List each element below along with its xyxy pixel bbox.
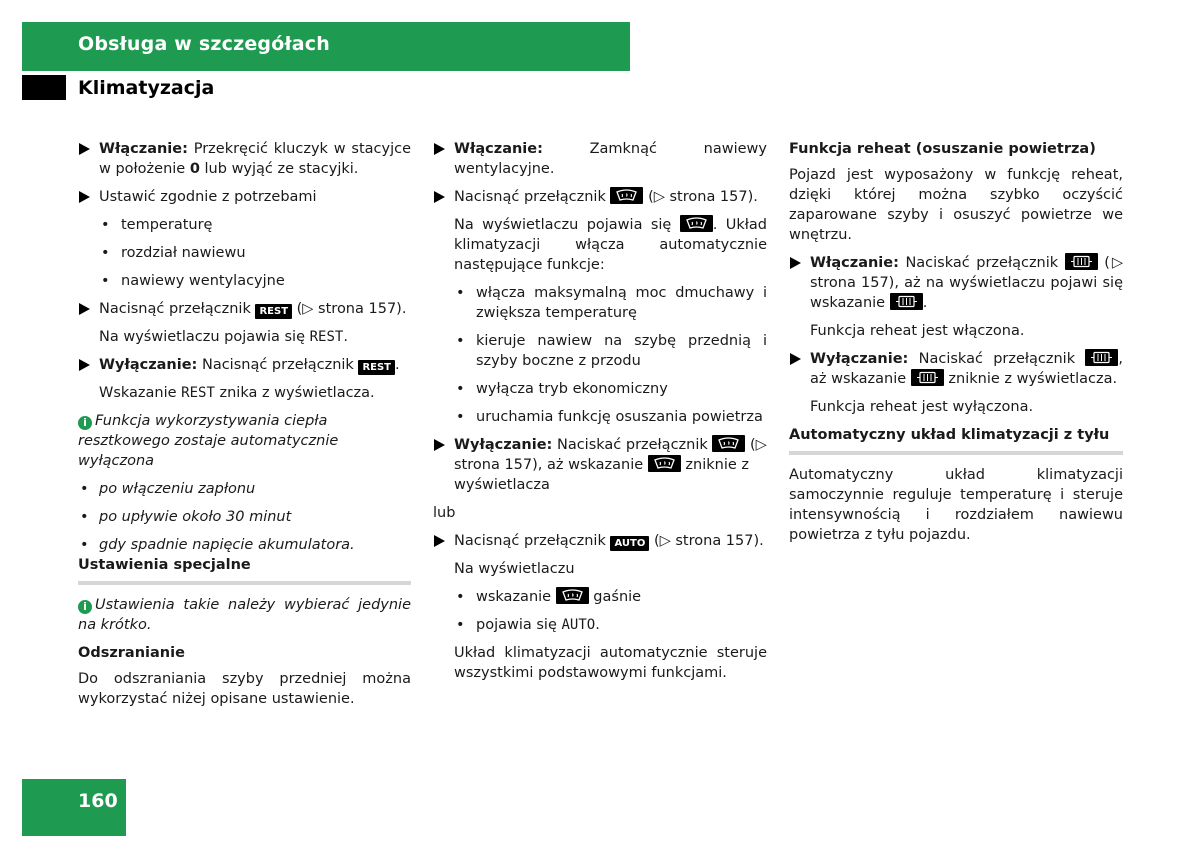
step-label: Włączanie:	[99, 141, 188, 157]
step-text: (▷ strona 157), aż na wyświetlaczu pojawi się wskazanie	[810, 255, 1123, 311]
note-text: znika z wyświetlacza.	[214, 385, 375, 401]
rest-key-icon: REST	[255, 304, 292, 319]
step-note: Funkcja reheat jest włączona.	[810, 323, 1025, 339]
subsection-title: Klimatyzacja	[78, 77, 215, 99]
paragraph: Automatyczny układ klimatyzacji samoczynnie reguluje temperaturę i steruje intensywnością i rozdziałem nawiewu powietrza z tyłu pojazdu.	[789, 467, 1123, 543]
list-item	[78, 507, 411, 527]
step-switch-off	[78, 355, 411, 375]
info-text: Funkcja wykorzystywania ciepła resztkowego zostaje automatycznie wyłączona	[78, 413, 339, 469]
section-heading-rear: Automatyczny układ klimatyzacji z tyłu	[789, 425, 1123, 455]
paragraph: Pojazd jest wyposażony w funkcję reheat, dzięki której można szybko oczyścić zaparowane szyby i osuszyć powietrze we wnętrzu.	[789, 167, 1123, 243]
info-icon: i	[78, 600, 92, 614]
step-switch-on	[789, 253, 1123, 313]
list-item-text: rozdział nawiewu	[121, 245, 246, 261]
bullet-icon: •	[101, 245, 110, 261]
display-text: REST	[181, 385, 215, 401]
info-note	[78, 411, 411, 471]
bullet-icon: •	[456, 617, 465, 633]
list-item	[433, 331, 767, 371]
step-text: (▷ strona 157).	[649, 533, 764, 549]
note-text: Wskazanie	[99, 385, 182, 401]
step-text: Naciskać przełącznik	[552, 437, 713, 453]
list-item	[433, 379, 767, 399]
list-item-text: .	[595, 617, 600, 633]
list-item-text: po włączeniu zapłonu	[99, 481, 256, 497]
list-item-text: gdy spadnie napięcie akumulatora.	[99, 537, 355, 553]
paragraph: Do odszraniania szyby przedniej można wykorzystać niżej opisane ustawienie.	[78, 671, 411, 707]
section-heading-reheat: Funkcja reheat (osuszanie powietrza)	[789, 141, 1096, 157]
step-note	[78, 383, 411, 403]
bullet-icon: •	[456, 333, 465, 349]
step-label: Wyłączanie:	[99, 357, 198, 373]
step-arrow-icon	[79, 303, 90, 315]
list-item	[433, 283, 767, 323]
step-auto	[433, 531, 767, 551]
step-text: zniknie z wyświetlacza.	[943, 371, 1118, 387]
reheat-icon	[911, 369, 944, 386]
info-text: Ustawienia takie należy wybierać jedynie na krótko.	[78, 597, 411, 633]
list-item	[78, 271, 411, 291]
list-item-text: wskazanie	[476, 589, 556, 605]
step-text: zniknie z wyświetlacza	[454, 457, 749, 493]
rest-key-icon: REST	[358, 360, 395, 375]
step-arrow-icon	[79, 143, 90, 155]
step-arrow-icon	[434, 535, 445, 547]
page-number: 160	[78, 790, 118, 812]
info-note	[78, 595, 411, 635]
step-label: Wyłączanie:	[810, 351, 909, 367]
step-arrow-icon	[434, 439, 445, 451]
note-text: .	[343, 329, 348, 345]
bullet-icon: •	[80, 509, 89, 525]
step-adjust	[78, 187, 411, 207]
bullet-icon: •	[456, 409, 465, 425]
step-text: Zamknąć nawiewy wentylacyjne.	[454, 141, 767, 177]
list-item	[78, 243, 411, 263]
step-text: .	[395, 357, 400, 373]
reheat-icon	[1085, 349, 1118, 366]
note-text: Na wyświetlaczu pojawia się	[99, 329, 310, 345]
list-item	[433, 587, 767, 607]
step-label: Włączanie:	[810, 255, 899, 271]
list-item-text: temperaturę	[121, 217, 213, 233]
display-text: REST	[309, 329, 344, 345]
step-note	[78, 327, 411, 347]
step-text: Naciskać przełącznik	[908, 351, 1086, 367]
section-heading-special: Ustawienia specjalne	[78, 555, 411, 585]
list-item-text: pojawia się	[476, 617, 562, 633]
windshield-defrost-icon	[648, 455, 681, 472]
column-3	[789, 139, 1123, 553]
step-text: lub wyjąć ze stacyjki.	[199, 161, 359, 177]
step-note	[433, 215, 767, 275]
paragraph: Układ klimatyzacji automatycznie steruje wszystkimi podstawowymi funkcjami.	[454, 645, 767, 681]
reheat-icon	[1065, 253, 1098, 270]
bullet-icon: •	[80, 537, 89, 553]
list-item-text: włącza maksymalną moc dmuchawy i zwiększa temperaturę	[476, 285, 767, 321]
key-position: 0	[189, 161, 200, 177]
step-text: (▷ strona 157).	[643, 189, 758, 205]
bullet-icon: •	[456, 381, 465, 397]
step-text: Przekręcić kluczyk w stacyjce w położenie	[99, 141, 411, 177]
step-arrow-icon	[79, 359, 90, 371]
list-item	[78, 215, 411, 235]
step-rest	[78, 299, 411, 319]
windshield-defrost-icon	[610, 187, 643, 204]
list-item-text: kieruje nawiew na szybę przednią i szyby boczne z przodu	[476, 333, 767, 369]
step-arrow-icon	[434, 191, 445, 203]
list-item-text: po upływie około 30 minut	[99, 509, 292, 525]
list-item	[433, 407, 767, 427]
or-text: lub	[433, 505, 456, 521]
auto-key-icon: AUTO	[610, 536, 649, 551]
step-switch-on	[78, 139, 411, 179]
bullet-icon: •	[101, 273, 110, 289]
step-text: (▷ strona 157), aż wskazanie	[454, 437, 767, 473]
step-arrow-icon	[790, 257, 801, 269]
section-title: Obsługa w szczegółach	[78, 33, 330, 55]
step-arrow-icon	[434, 143, 445, 155]
step-note: Na wyświetlaczu	[454, 561, 575, 577]
step-text: (▷ strona 157).	[292, 301, 407, 317]
step-label: Wyłączanie:	[454, 437, 553, 453]
step-text: Nacisnąć przełącznik	[99, 301, 256, 317]
step-text: Nacisnąć przełącznik	[454, 533, 611, 549]
list-item-text: uruchamia funkcję osuszania powietrza	[476, 409, 763, 425]
note-text: Na wyświetlaczu pojawia się	[454, 217, 680, 233]
list-item-text: gaśnie	[588, 589, 642, 605]
list-item	[78, 535, 411, 555]
bullet-icon: •	[456, 589, 465, 605]
step-text: Ustawić zgodnie z potrzebami	[99, 189, 317, 205]
section-heading-defrost: Odszranianie	[78, 645, 185, 661]
note-text: . Układ klimatyzacji włącza automatycznie następujące funkcje:	[454, 217, 767, 273]
info-icon: i	[78, 416, 92, 430]
step-text: Nacisnąć przełącznik	[454, 189, 611, 205]
step-text: Naciskać przełącznik	[898, 255, 1065, 271]
display-text: AUTO	[561, 617, 596, 633]
subsection-marker	[22, 75, 66, 100]
list-item	[78, 479, 411, 499]
step-text: Nacisnąć przełącznik	[197, 357, 359, 373]
windshield-defrost-icon	[556, 587, 589, 604]
windshield-defrost-icon	[712, 435, 745, 452]
windshield-defrost-icon	[680, 215, 713, 232]
bullet-icon: •	[101, 217, 110, 233]
step-text: , aż wskazanie	[810, 351, 1123, 387]
step-switch-off	[789, 349, 1123, 389]
step-switch-on	[433, 139, 767, 179]
step-note: Funkcja reheat jest wyłączona.	[810, 399, 1034, 415]
bullet-icon: •	[456, 285, 465, 301]
step-arrow-icon	[79, 191, 90, 203]
list-item	[433, 615, 767, 635]
column-2	[433, 139, 767, 691]
reheat-icon	[890, 293, 923, 310]
step-switch-off	[433, 435, 767, 495]
step-label: Włączanie:	[454, 141, 543, 157]
list-item-text: wyłącza tryb ekonomiczny	[476, 381, 668, 397]
column-1	[78, 139, 411, 717]
bullet-icon: •	[80, 481, 89, 497]
step-arrow-icon	[790, 353, 801, 365]
list-item-text: nawiewy wentylacyjne	[121, 273, 285, 289]
step-defrost	[433, 187, 767, 207]
step-text: .	[922, 295, 928, 311]
